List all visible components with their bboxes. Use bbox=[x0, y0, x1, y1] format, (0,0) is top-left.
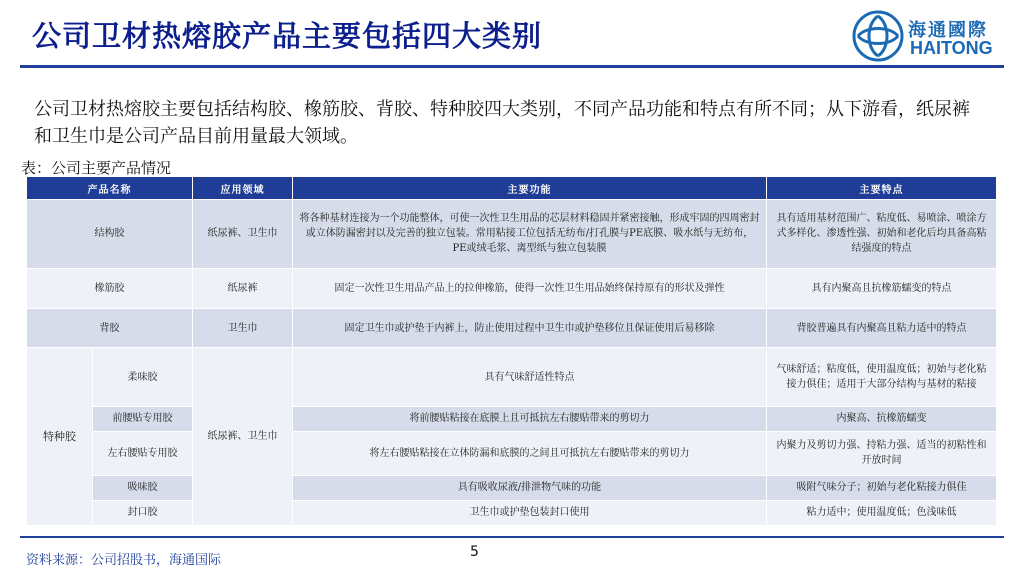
cell-app: 纸尿裤、卫生巾 bbox=[193, 348, 293, 526]
cell-name: 前腰贴专用胶 bbox=[93, 406, 193, 431]
table-row bbox=[27, 500, 997, 525]
cell-feat: 内聚力及剪切力强、持粘力强、适当的初粘性和开放时间 bbox=[767, 431, 997, 475]
footer-divider bbox=[20, 536, 1004, 538]
cell-feat: 内聚高、抗橡筋蠕变 bbox=[767, 406, 997, 431]
header-application: 应用领域 bbox=[193, 177, 293, 200]
table-row bbox=[27, 431, 997, 475]
logo-en-text: HAITONG bbox=[910, 38, 993, 58]
cell-func: 固定一次性卫生用品产品上的拉伸橡筋，使得一次性卫生用品始终保持原有的形状及弹性 bbox=[293, 268, 767, 308]
products-table bbox=[26, 176, 997, 526]
cell-name: 背胶 bbox=[27, 308, 193, 348]
cell-group: 特种胶 bbox=[27, 348, 93, 526]
header-feature: 主要特点 bbox=[767, 177, 997, 200]
table-header-row bbox=[27, 177, 997, 200]
cell-name: 吸味胶 bbox=[93, 475, 193, 500]
table-row bbox=[27, 348, 997, 407]
cell-func: 卫生巾或护垫包装封口使用 bbox=[293, 500, 767, 525]
table-row bbox=[27, 268, 997, 308]
table-row bbox=[27, 475, 997, 500]
cell-name: 封口胶 bbox=[93, 500, 193, 525]
header-function: 主要功能 bbox=[293, 177, 767, 200]
cell-func: 将前腰贴粘接在底膜上且可抵抗左右腰贴带来的剪切力 bbox=[293, 406, 767, 431]
page-title: 公司卫材热熔胶产品主要包括四大类别 bbox=[32, 19, 543, 53]
cell-feat: 粘力适中；使用温度低；色浅味低 bbox=[767, 500, 997, 525]
cell-feat: 气味舒适；粘度低，使用温度低；初始与老化粘接力俱佳；适用于大部分结构与基材的粘接 bbox=[767, 348, 997, 407]
cell-feat: 具有适用基材范围广、粘度低、易喷涂、喷涂方式多样化、渗透性强、初始和老化后均具备高粘结强度的特点 bbox=[767, 200, 997, 269]
header-product: 产品名称 bbox=[27, 177, 193, 200]
cell-feat: 吸附气味分子；初始与老化粘接力俱佳 bbox=[767, 475, 997, 500]
header-divider bbox=[20, 65, 1004, 68]
table-caption: 表：公司主要产品情况 bbox=[21, 159, 172, 177]
cell-feat: 背胶普遍具有内聚高且粘力适中的特点 bbox=[767, 308, 997, 348]
cell-name: 橡筋胶 bbox=[27, 268, 193, 308]
cell-app: 纸尿裤 bbox=[193, 268, 293, 308]
intro-paragraph: 公司卫材热熔胶主要包括结构胶、橡筋胶、背胶、特种胶四大类别，不同产品功能和特点有所不同；从下游看，纸尿裤和卫生巾是公司产品目前用量最大领域。 bbox=[34, 99, 970, 147]
cell-func: 固定卫生巾或护垫于内裤上，防止使用过程中卫生巾或护垫移位且保证使用后易移除 bbox=[293, 308, 767, 348]
cell-name: 结构胶 bbox=[27, 200, 193, 269]
cell-app: 卫生巾 bbox=[193, 308, 293, 348]
cell-func: 具有吸收尿液/排泄物气味的功能 bbox=[293, 475, 767, 500]
cell-func: 将左右腰贴粘接在立体防漏和底膜的之间且可抵抗左右腰贴带来的剪切力 bbox=[293, 431, 767, 475]
cell-name: 柔味胶 bbox=[93, 348, 193, 407]
haitong-logo bbox=[852, 10, 1012, 62]
logo-cn-text: 海通國際 bbox=[908, 20, 988, 41]
cell-name: 左右腰贴专用胶 bbox=[93, 431, 193, 475]
cell-app: 纸尿裤、卫生巾 bbox=[193, 200, 293, 269]
table-row bbox=[27, 406, 997, 431]
table-row bbox=[27, 308, 997, 348]
page-number: 5 bbox=[470, 544, 479, 560]
table-row bbox=[27, 200, 997, 269]
source-note: 资料来源：公司招股书，海通国际 bbox=[26, 553, 222, 568]
cell-func: 将各种基材连接为一个功能整体，可使一次性卫生用品的芯层材料稳固并紧密接触，形成牢固的四周密封或立体防漏密封以及完善的独立包装。常用粘接工位包括无纺布/打孔膜与PE底膜、吸水纸与无纺布，PE或绒毛浆、离型纸与独立包装膜 bbox=[293, 200, 767, 269]
cell-feat: 具有内聚高且抗橡筋蠕变的特点 bbox=[767, 268, 997, 308]
cell-func: 具有气味舒适性特点 bbox=[293, 348, 767, 407]
haitong-emblem-icon bbox=[852, 10, 904, 62]
